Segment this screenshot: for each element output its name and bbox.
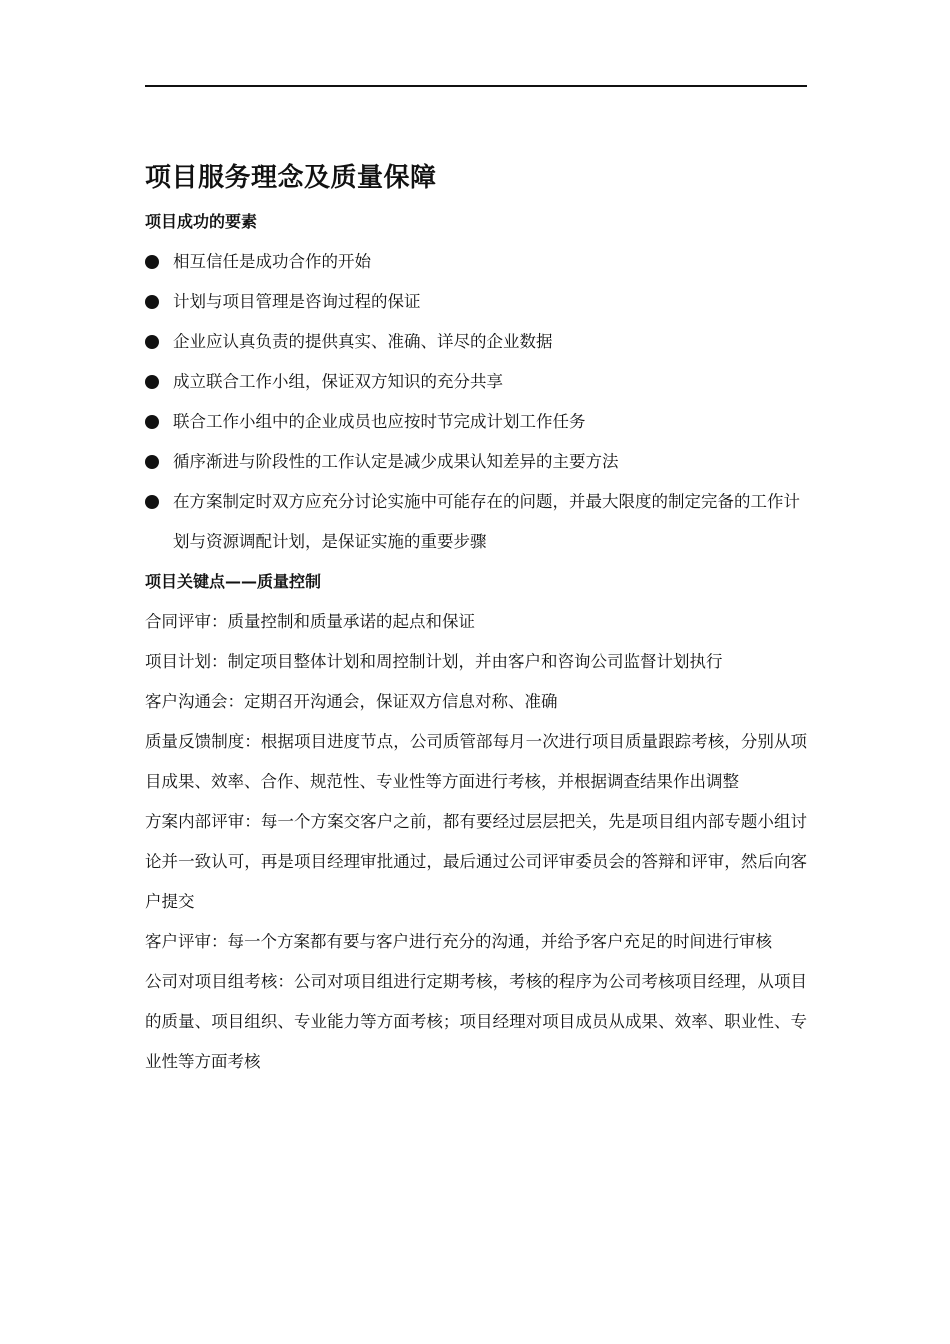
- section-heading-success-factors: 项目成功的要素: [145, 212, 258, 231]
- bullet-icon: [145, 255, 159, 269]
- bullet-icon: [145, 415, 159, 429]
- list-item: [145, 362, 807, 402]
- paragraph-project-plan: 项目计划：制定项目整体计划和周控制计划，并由客户和咨询公司监督计划执行: [145, 652, 723, 671]
- paragraph-team-assessment: 公司对项目组考核：公司对项目组进行定期考核，考核的程序为公司考核项目经理，从项目的质量、项目组织、专业能力等方面考核；项目经理对项目成员从成果、效率、职业性、专业性等方面考核: [145, 972, 807, 1071]
- header-rule: [145, 85, 807, 87]
- list-item-text: 在方案制定时双方应充分讨论实施中可能存在的问题，并最大限度的制定完备的工作计划与资源调配计划，是保证实施的重要步骤: [173, 492, 800, 551]
- list-item: [145, 322, 807, 362]
- list-item-text: 相互信任是成功合作的开始: [173, 252, 371, 271]
- bullet-icon: [145, 335, 159, 349]
- list-item: [145, 242, 807, 282]
- paragraph-contract-review: 合同评审：质量控制和质量承诺的起点和保证: [145, 612, 475, 631]
- page-title: 项目服务理念及质量保障: [145, 163, 437, 193]
- bullet-icon: [145, 455, 159, 469]
- success-factors-list: [145, 242, 807, 562]
- bullet-icon: [145, 495, 159, 509]
- list-item: [145, 402, 807, 442]
- bullet-icon: [145, 295, 159, 309]
- list-item: [145, 282, 807, 322]
- paragraph-quality-feedback: 质量反馈制度：根据项目进度节点，公司质管部每月一次进行项目质量跟踪考核，分别从项目成果、效率、合作、规范性、专业性等方面进行考核，并根据调查结果作出调整: [145, 732, 807, 791]
- list-item-text: 循序渐进与阶段性的工作认定是减少成果认知差异的主要方法: [173, 452, 619, 471]
- bullet-icon: [145, 375, 159, 389]
- list-item: [145, 482, 807, 562]
- document-body: [145, 160, 807, 1082]
- list-item: [145, 442, 807, 482]
- list-item-text: 联合工作小组中的企业成员也应按时节完成计划工作任务: [173, 412, 586, 431]
- paragraph-internal-review: 方案内部评审：每一个方案交客户之前，都有要经过层层把关，先是项目组内部专题小组讨论并一致认可，再是项目经理审批通过，最后通过公司评审委员会的答辩和评审，然后向客户提交: [145, 812, 807, 911]
- section-heading-quality-control: 项目关键点——质量控制: [145, 572, 322, 591]
- paragraph-client-review: 客户评审：每一个方案都有要与客户进行充分的沟通，并给予客户充足的时间进行审核: [145, 932, 772, 951]
- list-item-text: 成立联合工作小组，保证双方知识的充分共享: [173, 372, 503, 391]
- paragraph-client-meeting: 客户沟通会：定期召开沟通会，保证双方信息对称、准确: [145, 692, 558, 711]
- list-item-text: 计划与项目管理是咨询过程的保证: [173, 292, 421, 311]
- list-item-text: 企业应认真负责的提供真实、准确、详尽的企业数据: [173, 332, 553, 351]
